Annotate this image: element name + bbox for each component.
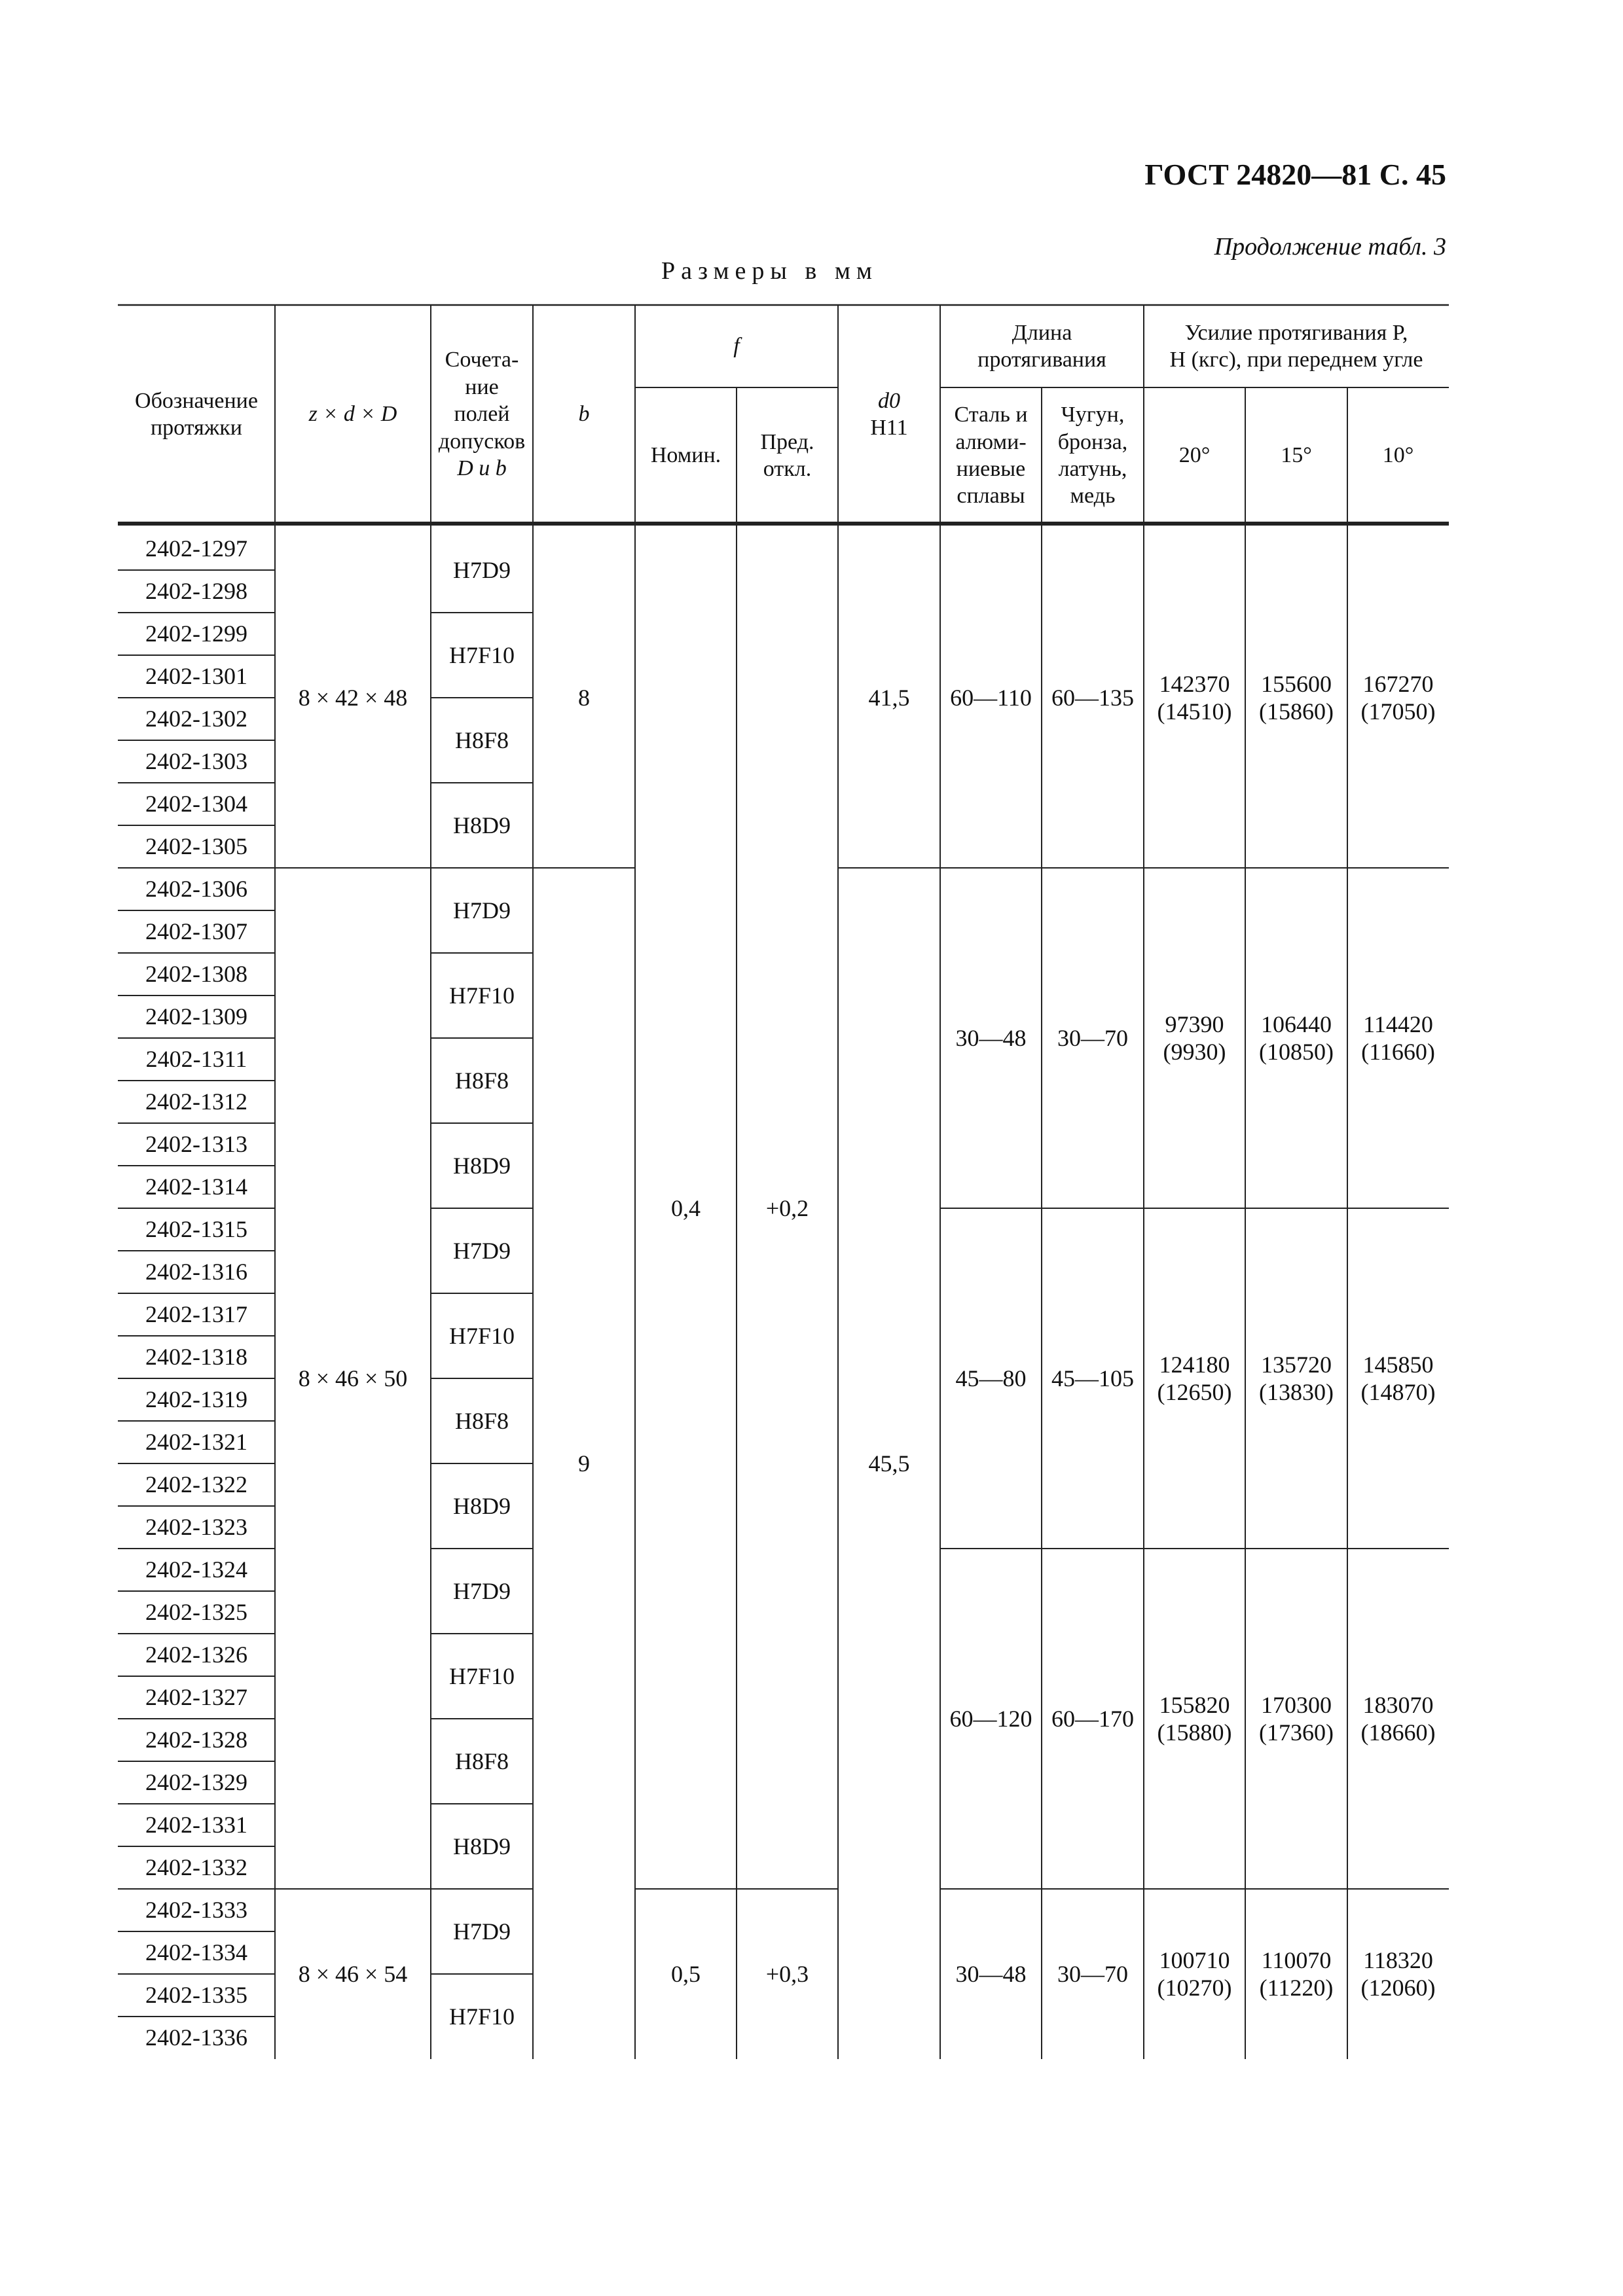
- header-fit-symbols: D и b: [457, 456, 507, 481]
- designation-cell: 2402-1336: [145, 2024, 247, 2051]
- designation-cell: 2402-1333: [145, 1897, 247, 1924]
- force-10-cell: 145850 (14870): [1360, 1351, 1436, 1405]
- length-iron-cell: 60—170: [1051, 1705, 1134, 1732]
- force-15-cell: 106440 (10850): [1259, 1011, 1334, 1065]
- units-caption: Размеры в мм: [661, 257, 878, 285]
- designation-cell: 2402-1319: [145, 1386, 247, 1413]
- force-20-cell: 155820 (15880): [1157, 1691, 1232, 1746]
- force-10-cell: 118320 (12060): [1360, 1946, 1436, 2001]
- designation-cell: 2402-1318: [145, 1344, 247, 1371]
- designation-cell: 2402-1325: [145, 1599, 247, 1626]
- designation-cell: 2402-1335: [145, 1982, 247, 2009]
- header-angle-20: 20°: [1178, 443, 1211, 468]
- designation-cell: 2402-1311: [145, 1046, 247, 1073]
- designation-cell: 2402-1327: [145, 1684, 247, 1711]
- length-steel-cell: 45—80: [955, 1365, 1027, 1391]
- designation-cell: 2402-1309: [145, 1003, 247, 1030]
- designation-cell: 2402-1298: [145, 578, 247, 605]
- zdD-cell: 8 × 42 × 48: [298, 684, 408, 711]
- header-fit: [431, 305, 533, 524]
- zdD-cell: 8 × 46 × 54: [298, 1960, 408, 1987]
- designation-cell: 2402-1307: [145, 918, 247, 945]
- header-designation: Обозначение протяжки: [135, 388, 258, 440]
- fit-cell: H8D9: [453, 812, 511, 838]
- designation-cell: 2402-1316: [145, 1259, 247, 1285]
- fit-cell: H8D9: [453, 1152, 511, 1179]
- fit-cell: H7D9: [453, 556, 511, 583]
- designation-cell: 2402-1306: [145, 876, 247, 903]
- designation-cell: 2402-1315: [145, 1216, 247, 1243]
- fit-cell: H7F10: [448, 2003, 515, 2030]
- length-iron-cell: 30—70: [1057, 1960, 1128, 1987]
- designation-cell: 2402-1314: [145, 1174, 247, 1200]
- f-deviation-cell: +0,2: [765, 1194, 809, 1221]
- f-nominal-cell: 0,4: [671, 1194, 701, 1221]
- header-d0-symbol: d0: [878, 388, 900, 413]
- header-angle-10: 10°: [1382, 443, 1414, 468]
- header-d0: [838, 305, 940, 524]
- header-f-deviation: Пред. откл.: [760, 429, 814, 481]
- b-cell: 8: [578, 684, 590, 711]
- force-20-cell: 124180 (12650): [1157, 1351, 1232, 1405]
- force-15-cell: 110070 (11220): [1259, 1946, 1334, 2001]
- designation-cell: 2402-1331: [145, 1812, 247, 1839]
- header-length-steel: Сталь и алюми- ниевые сплавы: [954, 403, 1028, 509]
- fit-cell: H8F8: [454, 1407, 509, 1434]
- designation-cell: 2402-1321: [145, 1429, 247, 1456]
- designation-cell: 2402-1304: [145, 791, 247, 817]
- length-steel-cell: 60—120: [949, 1705, 1032, 1732]
- force-15-cell: 135720 (13830): [1259, 1351, 1334, 1405]
- length-iron-cell: 60—135: [1051, 684, 1134, 711]
- force-20-cell: 142370 (14510): [1157, 670, 1232, 725]
- designation-cell: 2402-1305: [145, 833, 247, 860]
- header-length: Длина протягивания: [977, 320, 1106, 372]
- fit-cell: H7D9: [453, 1237, 511, 1264]
- fit-cell: H7D9: [453, 1918, 511, 1945]
- designation-cell: 2402-1303: [145, 748, 247, 775]
- designation-cell: 2402-1324: [145, 1556, 247, 1583]
- designation-cell: 2402-1326: [145, 1641, 247, 1668]
- zdD-cell: 8 × 46 × 50: [298, 1365, 408, 1391]
- fit-cell: H7F10: [448, 641, 515, 668]
- force-15-cell: 155600 (15860): [1259, 670, 1334, 725]
- fit-cell: H8D9: [453, 1492, 511, 1519]
- designation-cell: 2402-1312: [145, 1088, 247, 1115]
- force-10-cell: 167270 (17050): [1360, 670, 1436, 725]
- fit-cell: H7F10: [448, 1322, 515, 1349]
- designation-cell: 2402-1328: [145, 1727, 247, 1753]
- designation-cell: 2402-1323: [145, 1514, 247, 1541]
- designation-cell: 2402-1332: [145, 1854, 247, 1881]
- header-fit-label: Сочета- ние полей допусков: [438, 348, 526, 454]
- header-force: Усилие протягивания P, Н (кгс), при переднем угле: [1169, 320, 1423, 372]
- fit-cell: H8D9: [453, 1833, 511, 1859]
- header-f-nominal: Номин.: [650, 443, 721, 468]
- designation-cell: 2402-1322: [145, 1471, 247, 1498]
- designation-cell: 2402-1308: [145, 961, 247, 988]
- header-zdD: z × d × D: [308, 402, 397, 427]
- length-iron-cell: 30—70: [1057, 1024, 1128, 1051]
- designation-cell: 2402-1334: [145, 1939, 247, 1966]
- length-steel-cell: 60—110: [950, 684, 1032, 711]
- designation-cell: 2402-1329: [145, 1769, 247, 1796]
- length-steel-cell: 30—48: [955, 1024, 1027, 1051]
- f-nominal-cell: 0,5: [671, 1960, 701, 1987]
- force-20-cell: 100710 (10270): [1157, 1946, 1232, 2001]
- fit-cell: H7D9: [453, 1577, 511, 1604]
- designation-cell: 2402-1302: [145, 706, 247, 732]
- d0-cell: 45,5: [868, 1450, 910, 1477]
- force-10-cell: 114420 (11660): [1361, 1011, 1435, 1065]
- designation-cell: 2402-1297: [145, 535, 247, 562]
- f-deviation-cell: +0,3: [765, 1960, 809, 1987]
- length-iron-cell: 45—105: [1051, 1365, 1134, 1391]
- header-length-iron: Чугун, бронза, латунь, медь: [1057, 403, 1128, 509]
- fit-cell: H8F8: [454, 1067, 509, 1094]
- fit-cell: H8F8: [454, 1748, 509, 1774]
- force-10-cell: 183070 (18660): [1360, 1691, 1436, 1746]
- d0-cell: 41,5: [868, 684, 910, 711]
- b-cell: 9: [578, 1450, 590, 1477]
- designation-cell: 2402-1301: [145, 663, 247, 690]
- header-f: f: [733, 334, 740, 359]
- designation-cell: 2402-1317: [145, 1301, 247, 1328]
- designation-cell: 2402-1313: [145, 1131, 247, 1158]
- fit-cell: H7F10: [448, 1662, 515, 1689]
- designation-cell: 2402-1299: [145, 620, 247, 647]
- force-20-cell: 97390 (9930): [1163, 1011, 1226, 1065]
- table-continuation-note: Продолжение табл. 3: [1214, 233, 1446, 260]
- fit-cell: H7D9: [453, 897, 511, 924]
- header-angle-15: 15°: [1281, 443, 1312, 468]
- fit-cell: H7F10: [448, 982, 515, 1009]
- page-header-title: ГОСТ 24820—81 С. 45: [1144, 158, 1446, 191]
- length-steel-cell: 30—48: [955, 1960, 1027, 1987]
- header-b: b: [578, 402, 590, 427]
- force-15-cell: 170300 (17360): [1259, 1691, 1334, 1746]
- header-d0-tolerance: H11: [870, 416, 908, 440]
- fit-cell: H8F8: [454, 726, 509, 753]
